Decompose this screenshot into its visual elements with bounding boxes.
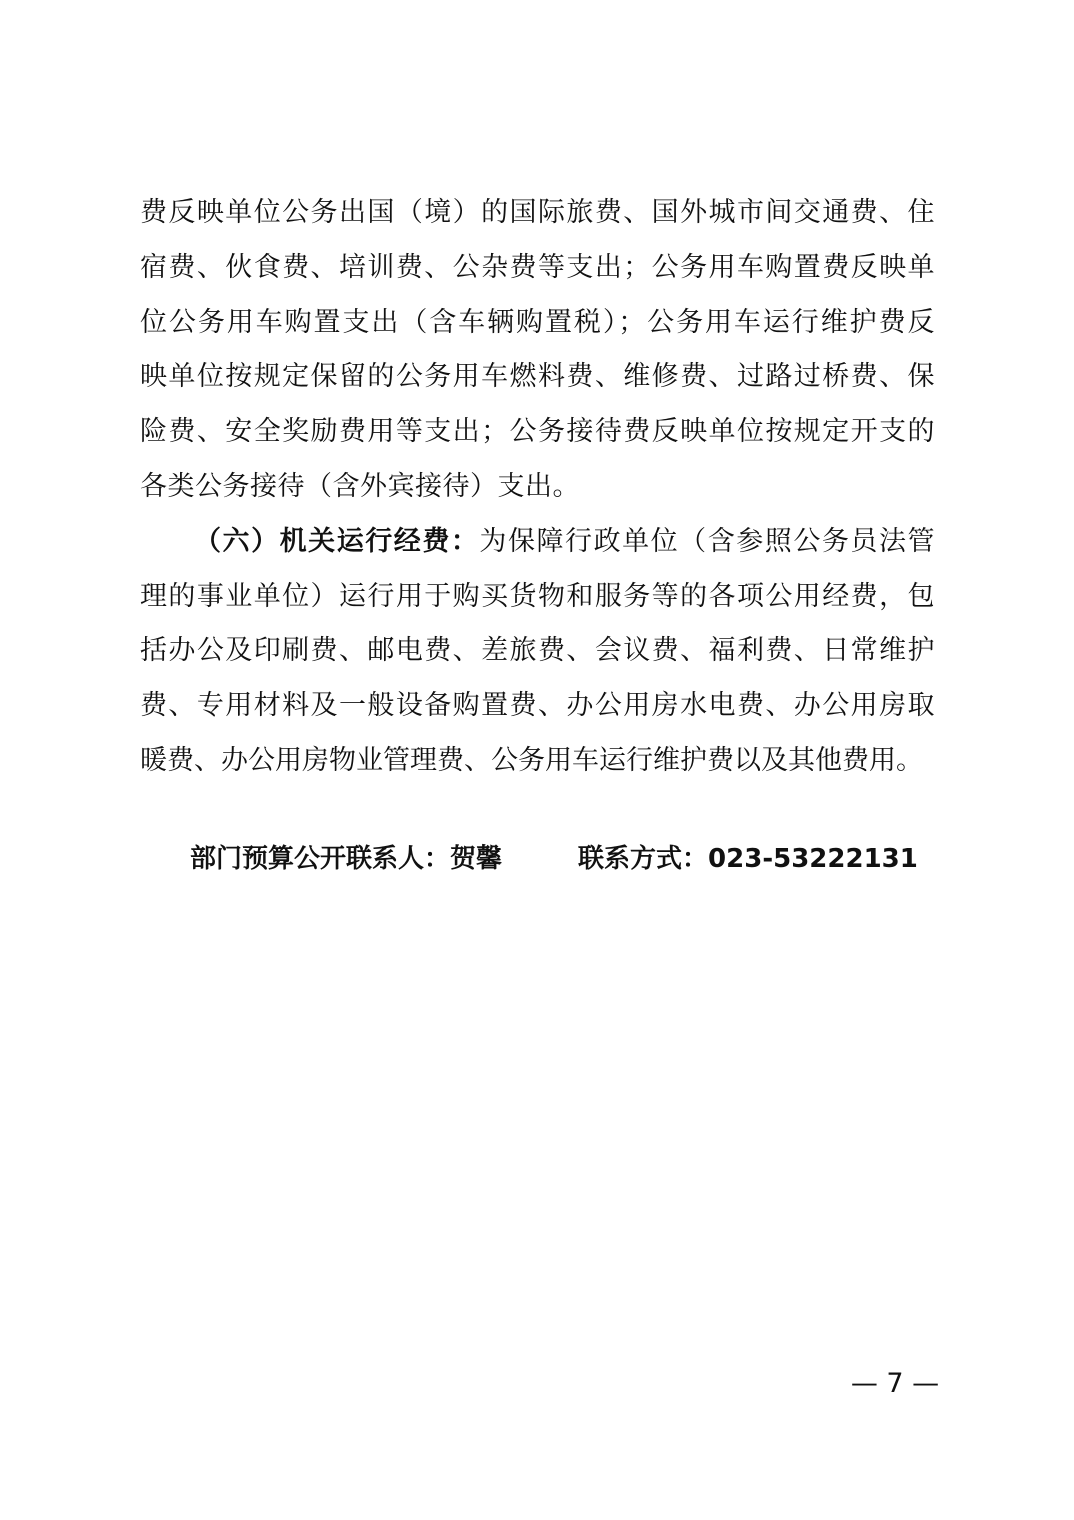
- paragraph-line: 位公务用车购置支出（含车辆购置税）；公务用车运行维护费反: [140, 306, 935, 338]
- paragraph-line: 费反映单位公务出国（境）的国际旅费、国外城市间交通费、住: [140, 197, 935, 228]
- paragraph-first-line: [140, 515, 935, 570]
- paragraph-line: 费、专用材料及一般设备购置费、办公用房水电费、办公用房取: [140, 690, 935, 722]
- paragraph-line: 理的事业单位）运行用于购买货物和服务等的各项公用经费，包: [140, 580, 935, 612]
- paragraph-line: 括办公及印刷费、邮电费、差旅费、会议费、福利费、日常维护: [140, 635, 935, 667]
- section-heading: （六）机关运行经费：: [194, 525, 480, 557]
- contact-person-label: 部门预算公开联系人：: [190, 844, 451, 874]
- contact-info: [190, 834, 918, 884]
- paragraph-line: 险费、安全奖励费用等支出；公务接待费反映单位按规定开支的: [140, 416, 935, 448]
- paragraph-line: 映单位按规定保留的公务用车燃料费、维修费、过路过桥费、保: [140, 361, 935, 393]
- paragraph-text: 为保障行政单位（含参照公务员法管: [479, 525, 936, 557]
- page-number: — 7 —: [850, 1368, 940, 1399]
- paragraph-line: 暖费、办公用房物业管理费、公务用车运行维护费以及其他费用。: [140, 744, 923, 776]
- body-text: [140, 186, 935, 789]
- paragraph-line: 各类公务接待（含外宾接待）支出。: [140, 470, 580, 502]
- contact-phone: 023-53222131: [708, 844, 918, 874]
- paragraph-line: 宿费、伙食费、培训费、公杂费等支出；公务用车购置费反映单: [140, 251, 935, 283]
- contact-person-name: 贺馨: [450, 844, 503, 874]
- contact-method-label: 联系方式：: [578, 844, 709, 874]
